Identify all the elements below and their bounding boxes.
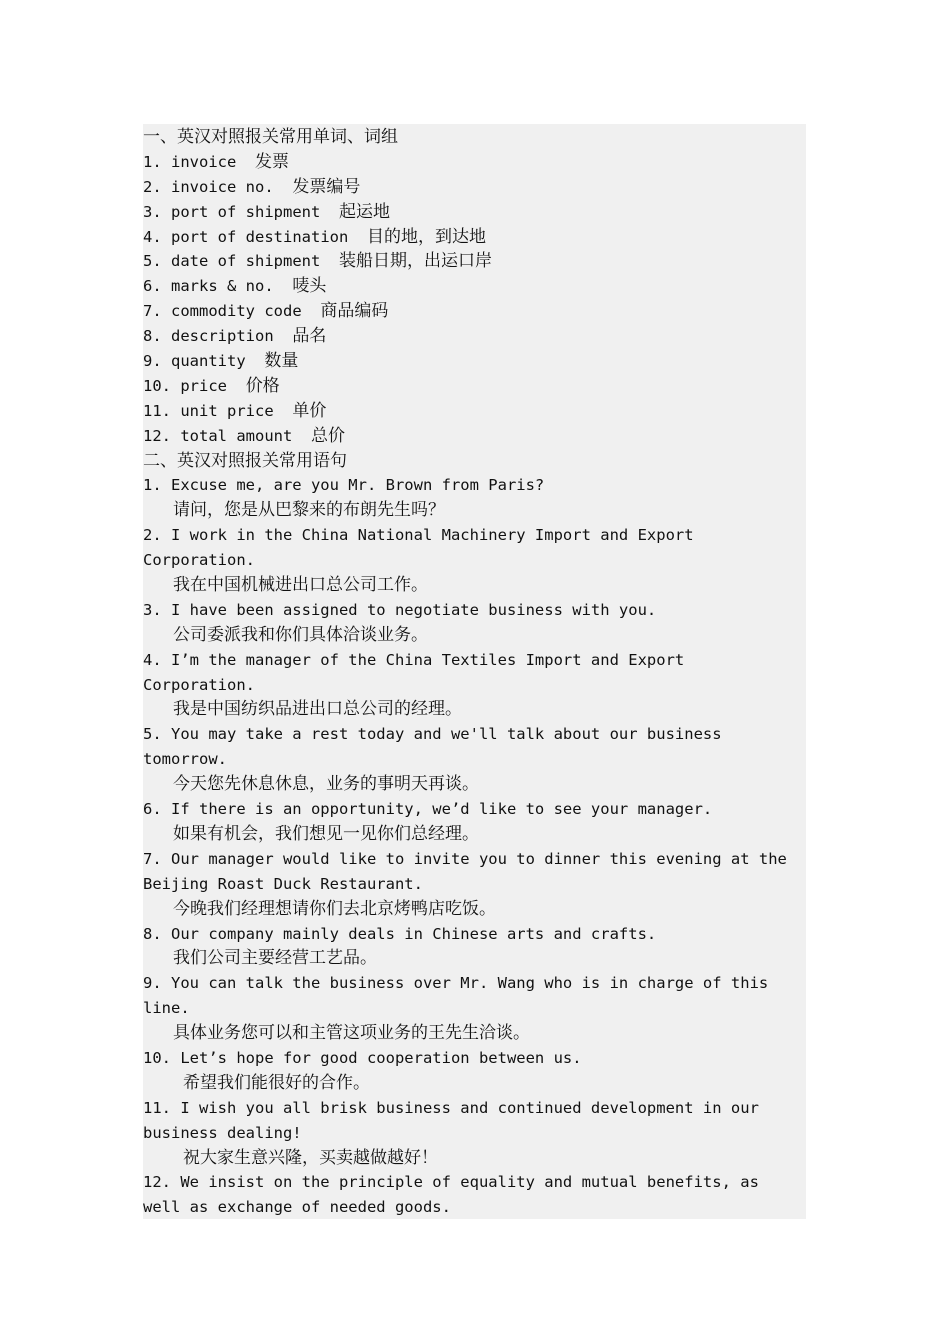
sentence-list bbox=[143, 473, 806, 1220]
sentence-chinese: 如果有机会，我们想见一见你们总经理。 bbox=[173, 823, 479, 844]
sentence-english-continued: Corporation. bbox=[143, 551, 255, 570]
vocab-number: 9. bbox=[143, 352, 162, 371]
sentence-chinese: 今天您先休息休息，业务的事明天再谈。 bbox=[173, 774, 479, 795]
sentence-english-continued: Beijing Roast Duck Restaurant. bbox=[143, 874, 423, 893]
vocab-chinese: 价格 bbox=[245, 375, 280, 396]
sentence-english: 8. Our company mainly deals in Chinese arts and crafts. bbox=[143, 924, 657, 943]
vocab-english: port of destination bbox=[171, 227, 349, 246]
vocab-item bbox=[143, 150, 806, 175]
vocab-english: price bbox=[180, 376, 228, 395]
sentence-english-continued: Corporation. bbox=[143, 675, 255, 694]
vocab-number: 2. bbox=[143, 177, 162, 196]
vocabulary-list bbox=[143, 150, 806, 449]
vocab-number: 10. bbox=[143, 376, 171, 395]
vocab-number: 5. bbox=[143, 252, 162, 271]
sentence-english: 5. You may take a rest today and we'll talk about our business bbox=[143, 725, 722, 744]
sentence-english: 11. I wish you all brisk business and continued development in our bbox=[143, 1098, 759, 1117]
sentence-chinese: 祝大家生意兴隆，买卖越做越好！ bbox=[183, 1147, 438, 1168]
vocab-english: port of shipment bbox=[171, 202, 321, 221]
sentence-chinese: 公司委派我和你们具体洽谈业务。 bbox=[173, 624, 428, 645]
sentence-english: 4. I’m the manager of the China Textiles Import and Export bbox=[143, 650, 685, 669]
sentence-chinese: 请问，您是从巴黎来的布朗先生吗？ bbox=[173, 500, 445, 521]
vocab-chinese: 装船日期，出运口岸 bbox=[339, 251, 492, 272]
sentence-english: 1. Excuse me, are you Mr. Brown from Paris? bbox=[143, 476, 545, 495]
vocab-chinese: 起运地 bbox=[339, 201, 390, 222]
vocab-english: marks & no. bbox=[171, 277, 274, 296]
section-heading-sentences: 二、英汉对照报关常用语句 bbox=[143, 450, 347, 471]
sentence-chinese: 具体业务您可以和主管这项业务的王先生洽谈。 bbox=[173, 1023, 530, 1044]
vocab-item bbox=[143, 200, 806, 225]
sentence-english-continued: line. bbox=[143, 999, 190, 1018]
vocab-item bbox=[143, 349, 806, 374]
vocab-english: description bbox=[171, 327, 274, 346]
vocab-chinese: 唛头 bbox=[292, 276, 327, 297]
vocab-english: quantity bbox=[171, 352, 246, 371]
sentence-english: 12. We insist on the principle of equality and mutual benefits, as bbox=[143, 1173, 759, 1192]
vocab-chinese: 单价 bbox=[292, 400, 327, 421]
vocab-number: 8. bbox=[143, 327, 162, 346]
vocab-item bbox=[143, 424, 806, 449]
sentence-chinese: 今晚我们经理想请你们去北京烤鸭店吃饭。 bbox=[173, 898, 496, 919]
vocab-number: 7. bbox=[143, 302, 162, 321]
vocab-english: invoice no. bbox=[171, 177, 274, 196]
vocab-chinese: 发票编号 bbox=[292, 176, 361, 197]
section-heading-vocabulary: 一、英汉对照报关常用单词、词组 bbox=[143, 127, 398, 147]
vocab-chinese: 发票 bbox=[255, 151, 290, 172]
vocab-number: 1. bbox=[143, 152, 162, 171]
sentence-chinese: 我在中国机械进出口总公司工作。 bbox=[173, 575, 428, 596]
vocab-item bbox=[143, 274, 806, 299]
vocab-chinese: 商品编码 bbox=[320, 301, 389, 322]
vocab-number: 11. bbox=[143, 401, 171, 420]
vocab-english: commodity code bbox=[171, 302, 302, 321]
sentence-english: 9. You can talk the business over Mr. Wang who is in charge of this bbox=[143, 974, 769, 993]
sentence-english: 7. Our manager would like to invite you to dinner this evening at the bbox=[143, 849, 787, 868]
vocab-english: total amount bbox=[180, 426, 293, 445]
vocab-item bbox=[143, 299, 806, 324]
vocab-number: 3. bbox=[143, 202, 162, 221]
sentence-english-continued: well as exchange of needed goods. bbox=[143, 1198, 451, 1217]
sentence-chinese: 我们公司主要经营工艺品。 bbox=[173, 948, 377, 969]
vocab-item bbox=[143, 324, 806, 349]
vocab-english: unit price bbox=[180, 401, 274, 420]
vocab-english: invoice bbox=[171, 152, 237, 171]
vocab-number: 12. bbox=[143, 426, 171, 445]
vocab-item bbox=[143, 249, 806, 274]
vocab-chinese: 品名 bbox=[292, 326, 327, 347]
document-page bbox=[143, 124, 806, 1219]
sentence-chinese: 希望我们能很好的合作。 bbox=[183, 1072, 370, 1093]
sentence-chinese: 我是中国纺织品进出口总公司的经理。 bbox=[173, 699, 462, 720]
vocab-chinese: 数量 bbox=[264, 351, 299, 372]
vocab-chinese: 总价 bbox=[311, 425, 345, 446]
vocab-item bbox=[143, 175, 806, 200]
sentence-english: 6. If there is an opportunity, we’d like to see your manager. bbox=[143, 800, 713, 819]
sentence-english: 10. Let’s hope for good cooperation between us. bbox=[143, 1048, 582, 1067]
sentence-english: 3. I have been assigned to negotiate business with you. bbox=[143, 600, 657, 619]
vocab-chinese: 目的地，到达地 bbox=[367, 226, 486, 247]
sentence-english-continued: business dealing! bbox=[143, 1123, 302, 1142]
vocab-item bbox=[143, 225, 806, 250]
vocab-item bbox=[143, 374, 806, 399]
sentence-english-continued: tomorrow. bbox=[143, 750, 227, 769]
vocab-english: date of shipment bbox=[171, 252, 321, 271]
vocab-number: 6. bbox=[143, 277, 162, 296]
sentence-english: 2. I work in the China National Machinery Import and Export bbox=[143, 526, 694, 545]
vocab-number: 4. bbox=[143, 227, 162, 246]
vocab-item bbox=[143, 399, 806, 424]
